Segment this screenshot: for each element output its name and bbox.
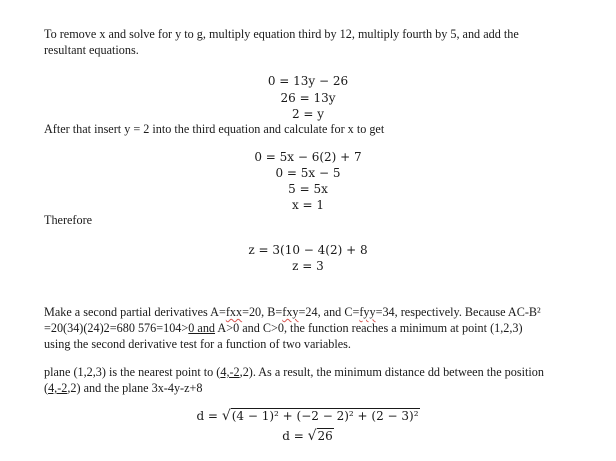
intro-line-1: To remove x and solve for y to g, multiply equation third by 12, multiply fourth by 5, and add the [44,27,519,41]
distance-lhs: d = [196,409,222,423]
underlined-zero: 0 and [188,321,216,335]
text-run: A>0 and C>0, the function reaches a minimum at point (1,2,3) [215,321,523,335]
z-equation-1: z = 3(10 − 4(2) + 8 [248,243,368,257]
second-derivative-line-3: using the second derivative test for a function of two variables. [44,337,351,351]
x-equation-2: 0 = 5x − 5 [275,166,341,180]
sqrt-icon: √ [221,408,231,424]
text-run: Make a second partial derivatives A= [44,305,226,319]
distance-result-radicand: 26 [317,429,333,443]
y-equation-1: 0 = 13y − 26 [267,74,349,88]
fxx-term: fxx [225,305,243,319]
distance-result-lhs: d = [282,429,308,443]
insert-instruction: After that insert y = 2 into the third equation and calculate for x to get [44,122,385,136]
z-equation-2: z = 3 [292,259,324,273]
x-equation-4: x = 1 [291,198,325,212]
intro-line-2: resultant equations. [44,43,139,57]
distance-result [0,428,616,444]
intro-paragraph [44,26,572,58]
y-equation-3: 2 = y [291,107,325,121]
distance-equation [0,408,616,424]
plane-line-1 [44,364,572,380]
text-run: ,2) and the plane 3x-4y-z+8 [67,381,203,395]
x-equation-3: 5 = 5x [288,182,328,196]
text-run: =24, and C= [298,305,360,319]
point-coords: 4,-2 [220,365,240,379]
therefore-label: Therefore [44,213,93,227]
text-run: =20(34)(24)2=680 576=104> [44,321,189,335]
second-derivative-line-1 [44,304,572,320]
point-coords: 4,-2 [48,381,68,395]
sqrt-icon: √ [307,428,317,444]
text-run: ,2). As a result, the minimum distance dd between the position [239,365,544,379]
text-run: plane (1,2,3) is the nearest point to ( [44,365,221,379]
fxy-term: fxy [282,305,299,319]
text-run: =34, respectively. Because AC-B² [375,305,541,319]
fyy-term: fyy [359,305,376,319]
second-derivative-paragraph [44,304,572,352]
distance-radicand: (4 − 1)² + (−2 − 2)² + (2 − 3)² [231,409,419,423]
plane-paragraph [44,364,572,396]
text-run: ( [44,381,49,395]
plane-line-2 [44,380,572,396]
text-run: =20, B= [242,305,283,319]
y-equation-2: 26 = 13y [280,91,336,105]
second-derivative-line-2 [44,320,572,336]
x-equation-1: 0 = 5x − 6(2) + 7 [254,150,362,164]
